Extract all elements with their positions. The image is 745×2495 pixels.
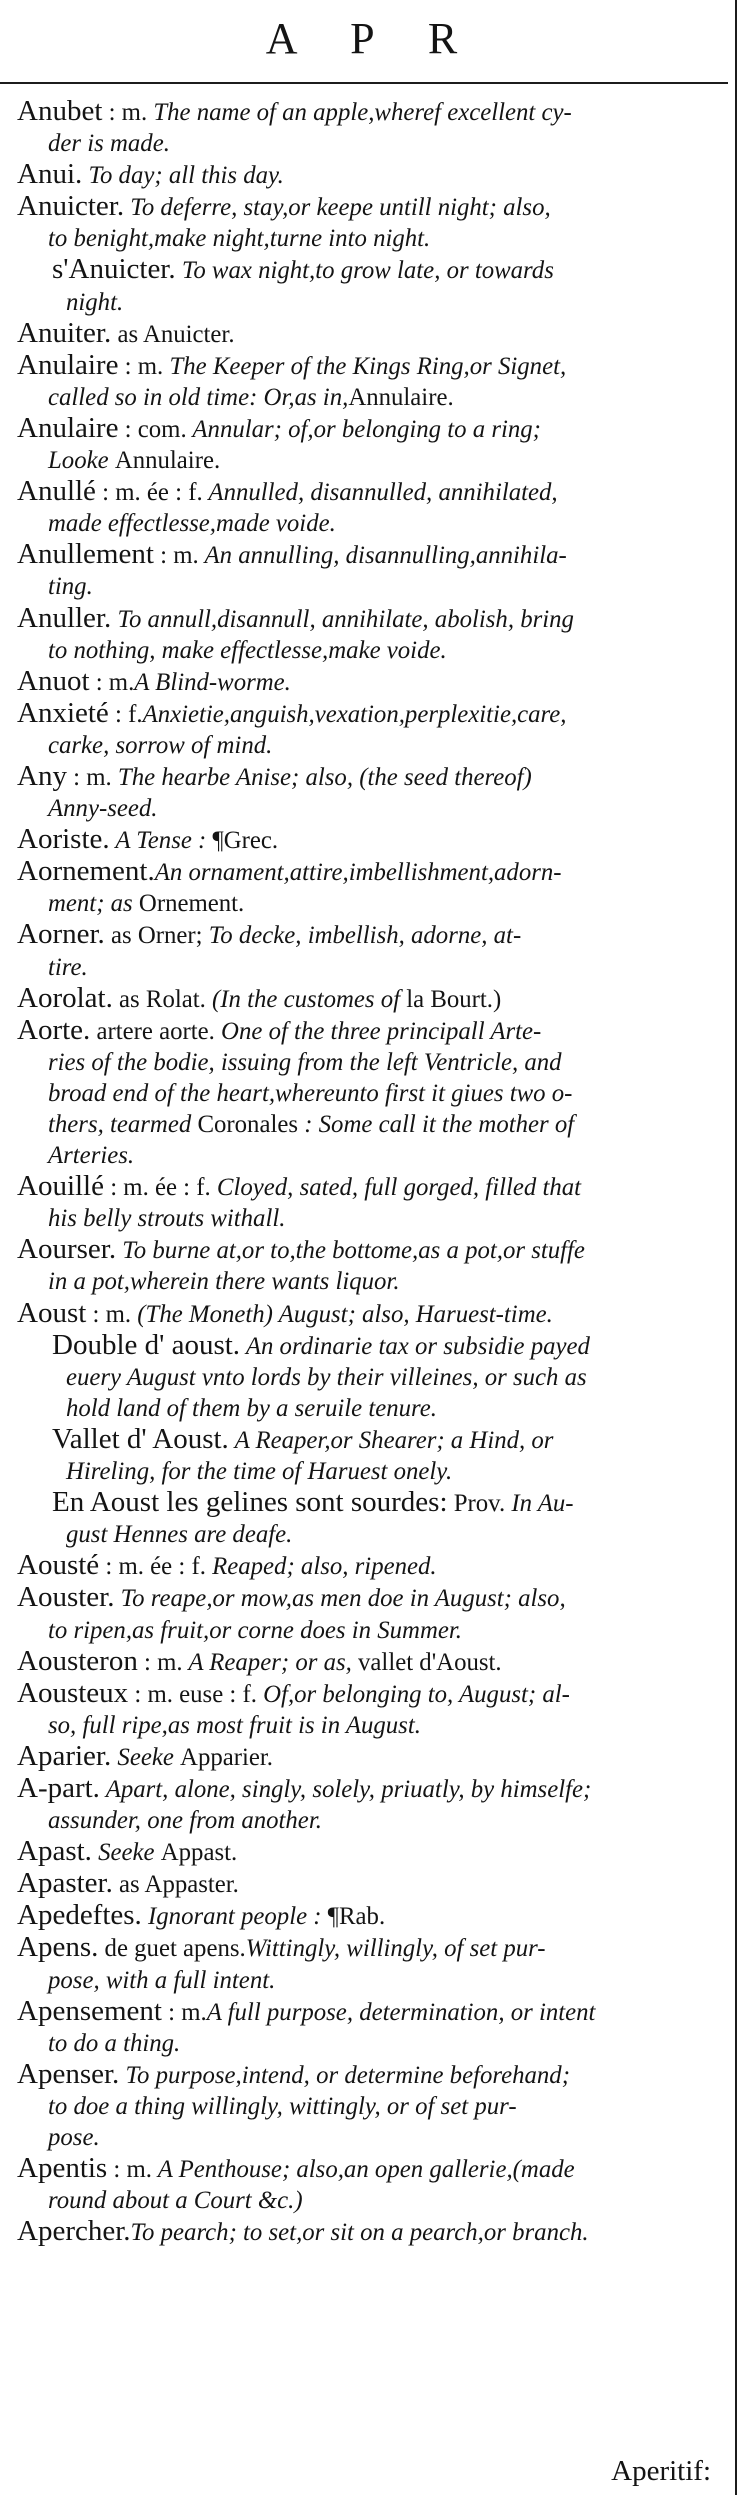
dictionary-entry <box>0 191 730 254</box>
entry-definition-line: Apart, alone, singly, solely, priuatly, by himselfe; <box>99 1775 592 1803</box>
dictionary-entry <box>0 1015 730 1171</box>
entry-headword: Anuiter. <box>17 316 112 349</box>
entry-definition-line: ries of the bodie, issuing from the left Ventricle, and <box>48 1048 562 1076</box>
entry-definition-line: broad end of the heart,whereunto first it giues two o- <box>48 1079 573 1107</box>
dictionary-entry <box>0 2216 730 2248</box>
dictionary-entry <box>0 539 730 602</box>
dictionary-entry <box>0 1171 730 1234</box>
dictionary-entry <box>0 1487 730 1550</box>
dictionary-entry <box>0 159 730 191</box>
entry-headword: A-part. <box>17 1771 100 1804</box>
entry-definition-line: Arteries. <box>48 1142 135 1170</box>
dictionary-entry <box>0 856 730 919</box>
entry-crossref: Annulaire. <box>114 447 221 475</box>
entry-crossref: Anuicter. <box>142 320 235 348</box>
entry-definition-line: Anxietie,anguish,vexation,perplexitie,care, <box>142 700 567 728</box>
dictionary-entry <box>0 983 730 1015</box>
entry-definition-line: der is made. <box>48 130 170 158</box>
entry-definition-line: A Tense : <box>109 827 213 855</box>
entry-headword: Vallet d' Aoust. <box>52 1422 229 1455</box>
entry-definition-line: ment; as <box>48 890 139 918</box>
entry-grammar: as <box>112 985 146 1013</box>
entry-grammar: as <box>111 320 143 348</box>
entry-headword: Aousté <box>17 1549 100 1582</box>
dictionary-entry <box>0 761 730 824</box>
entry-crossref: Rolat. <box>145 985 206 1013</box>
header-rule <box>0 82 728 84</box>
entry-headword: Anullement <box>17 538 154 571</box>
entry-headword: Aparier. <box>17 1739 112 1772</box>
entry-definition-line: An annulling, disannulling,annihila- <box>198 542 567 570</box>
dictionary-entry <box>0 96 730 159</box>
dictionary-entry <box>0 698 730 761</box>
entry-crossref: Apparier. <box>180 1743 273 1771</box>
entry-definition-line: A full purpose, determination, or intent <box>206 1998 596 2026</box>
entry-definition-line: carke, sorrow of mind. <box>48 731 273 759</box>
entry-headword: Aorte. <box>17 1013 91 1046</box>
entry-headword: s'Anuicter. <box>52 253 176 286</box>
entry-grammar: : m. <box>137 1648 183 1676</box>
entry-crossref: la Bourt.) <box>406 985 502 1013</box>
entry-definition-line: (The Moneth) August; also, Haruest-time. <box>131 1300 553 1328</box>
entry-headword: Anullé <box>17 475 96 508</box>
entry-definition-line: to do a thing. <box>48 2029 181 2057</box>
entry-definition-line: Seeke <box>111 1743 181 1771</box>
entry-headword: Aousteron <box>17 1644 138 1677</box>
entry-grammar: : m. ée : f. <box>95 479 203 507</box>
dictionary-entry <box>0 603 730 666</box>
entry-headword: Aorolat. <box>17 981 113 1014</box>
dictionary-entry <box>0 1996 730 2059</box>
entry-headword: Apenser. <box>17 2057 120 2090</box>
entry-headword: Apaster. <box>17 1867 113 1900</box>
entry-definition-line: Reaped; also, ripened. <box>205 1553 437 1581</box>
entry-crossref: Appaster. <box>144 1871 239 1899</box>
dictionary-entry <box>0 254 730 317</box>
entry-definition-line: night. <box>66 288 124 316</box>
entry-definition-line: Ignorant people : <box>141 1903 328 1931</box>
entry-definition-line: to doe a thing willingly, wittingly, or of set pur- <box>48 2092 517 2120</box>
entry-grammar: : com. <box>118 415 187 443</box>
entry-headword: Anuicter. <box>17 190 125 223</box>
entry-definition-line: Annular; of,or belonging to a ring; <box>186 415 541 443</box>
entry-definition-line: To annull,disannull, annihilate, abolish, bring <box>111 605 574 633</box>
entry-definition-line: To purpose,intend, or determine beforehand; <box>119 2061 570 2089</box>
entry-definition-line: euery August vnto lords by their villeines, or such as <box>66 1363 587 1391</box>
dictionary-entry <box>0 1330 730 1424</box>
entry-grammar: : m. <box>66 763 112 791</box>
entry-grammar: : m. euse : f. <box>128 1680 257 1708</box>
entry-definition-line: An ornament,attire,imbellishment,adorn- <box>154 859 562 887</box>
entry-definition-line: (In the customes of <box>205 985 407 1013</box>
entry-grammar: as <box>112 1871 145 1899</box>
entry-list <box>0 96 730 2248</box>
entry-definition-line: made effectlesse,made voide. <box>48 510 336 538</box>
entry-crossref: ¶Rab. <box>327 1903 386 1931</box>
entry-definition-line: A Reaper; or as, <box>182 1648 359 1676</box>
entry-headword: Aousteux <box>17 1676 129 1709</box>
catchword: Aperitif: <box>611 2455 711 2487</box>
dictionary-entry <box>0 1932 730 1995</box>
entry-definition-line: Hireling, for the time of Haruest onely. <box>66 1458 453 1486</box>
entry-headword: Aorner. <box>17 918 105 951</box>
entry-definition-line: to nothing, make effectlesse,make voide. <box>48 636 447 664</box>
entry-headword: Aoust <box>17 1296 87 1329</box>
entry-definition-line: The hearbe Anise; also, (the seed thereof) <box>111 763 532 791</box>
entry-definition-line: pose, with a full intent. <box>48 1966 276 1994</box>
dictionary-entry <box>0 1234 730 1297</box>
dictionary-entry <box>0 919 730 982</box>
entry-definition-line: Looke <box>48 447 115 475</box>
entry-grammar: de guet apens. <box>98 1935 246 1963</box>
entry-headword: En Aoust les gelines sont sourdes: <box>52 1486 448 1519</box>
dictionary-entry <box>0 1424 730 1487</box>
dictionary-entry <box>0 1298 730 1330</box>
entry-definition-line: to ripen,as fruit,or corne does in Summer. <box>48 1616 462 1644</box>
entry-definition-line: Annulled, disannulled, annihilated, <box>202 479 558 507</box>
entry-definition-line: gust Hennes are deafe. <box>66 1521 293 1549</box>
dictionary-entry <box>0 1773 730 1836</box>
entry-definition-line: pose. <box>48 2124 100 2151</box>
entry-headword: Anulaire <box>17 348 119 381</box>
entry-definition-line: so, full ripe,as most fruit is in August. <box>48 1711 421 1739</box>
entry-definition-line: To reape,or mow,as men doe in August; also, <box>114 1585 566 1613</box>
entry-headword: Double d' aoust. <box>52 1328 241 1361</box>
entry-definition-line: his belly strouts withall. <box>48 1205 286 1233</box>
entry-grammar: : m. <box>89 668 135 696</box>
page-header: A P R <box>265 14 480 63</box>
entry-crossref: Coronales <box>197 1111 298 1138</box>
entry-definition-line: The name of an apple,wheref excellent cy- <box>153 99 572 126</box>
entry-definition-line: to benight,make night,turne into night. <box>48 225 431 253</box>
entry-definition-line: A Blind-worme. <box>134 668 291 696</box>
entry-headword: Apercher. <box>17 2215 131 2248</box>
entry-definition-line: One of the three principall Arte- <box>214 1017 542 1045</box>
entry-crossref: Appast. <box>160 1839 238 1867</box>
dictionary-entry <box>0 318 730 350</box>
entry-definition-line: tire. <box>48 953 88 981</box>
dictionary-entry <box>0 1900 730 1932</box>
entry-definition-line: hold land of them by a seruile tenure. <box>66 1394 437 1422</box>
entry-definition-line: To wax night,to grow late, or towards <box>175 257 554 285</box>
entry-grammar: : m. <box>118 352 164 380</box>
entry-headword: Anuller. <box>17 601 112 634</box>
entry-definition-line: The Keeper of the Kings Ring,or Signet, <box>163 352 567 380</box>
entry-headword: Anulaire <box>17 411 119 444</box>
dictionary-entry <box>0 1741 730 1773</box>
entry-definition-line: in a pot,wherein there wants liquor. <box>48 1268 400 1296</box>
entry-definition-line: Cloyed, sated, full gorged, filled that <box>210 1174 582 1202</box>
dictionary-entry <box>0 1678 730 1741</box>
entry-definition-line: Anny-seed. <box>48 795 158 823</box>
entry-definition-line: To decke, imbellish, adorne, at- <box>202 922 522 950</box>
entry-definition-line: Wittingly, willingly, of set pur- <box>245 1935 546 1963</box>
entry-headword: Apedeftes. <box>17 1899 142 1932</box>
dictionary-entry <box>0 824 730 856</box>
entry-crossref: ¶Grec. <box>212 827 279 855</box>
entry-definition-line: assunder, one from another. <box>48 1807 322 1835</box>
entry-headword: Aouillé <box>17 1170 104 1203</box>
entry-headword: Apentis <box>17 2152 108 2185</box>
dictionary-entry <box>0 1646 730 1678</box>
entry-grammar: : m. ée : f. <box>99 1553 206 1581</box>
column-rule <box>735 0 737 2495</box>
dictionary-entry <box>0 350 730 413</box>
entry-grammar: : m. <box>161 1998 207 2026</box>
dictionary-entry <box>0 1582 730 1645</box>
entry-headword: Apensement <box>17 1994 162 2027</box>
entry-definition-line: To pearch; to set,or sit on a pearch,or branch. <box>130 2219 589 2247</box>
entry-grammar: : m. <box>153 542 199 570</box>
entry-headword: Anxieté <box>17 696 109 729</box>
entry-definition-line: Of,or belonging to, August; al- <box>256 1680 570 1708</box>
entry-definition-line: : Some call it the mother of <box>298 1111 575 1138</box>
dictionary-entry <box>0 2059 730 2153</box>
entry-definition-line: A Reaper,or Shearer; a Hind, or <box>228 1426 554 1454</box>
entry-definition-line: In Au- <box>505 1490 574 1518</box>
entry-crossref: Ornement. <box>138 890 245 918</box>
dictionary-entry <box>0 1550 730 1582</box>
dictionary-entry <box>0 2153 730 2216</box>
entry-definition-line: called so in old time: Or,as in, <box>48 383 349 411</box>
dictionary-entry <box>0 666 730 698</box>
entry-grammar: : m. ée : f. <box>104 1174 211 1202</box>
entry-crossref: vallet d'Aoust. <box>358 1648 502 1676</box>
entry-headword: Anuot <box>17 664 90 697</box>
entry-grammar: : m. <box>107 2156 152 2184</box>
entry-definition-line: To burne at,or to,the bottome,as a pot,or stuffe <box>116 1237 585 1265</box>
entry-definition-line: An ordinarie tax or subsidie payed <box>240 1332 590 1360</box>
dictionary-entry <box>0 476 730 539</box>
entry-grammar: : f. <box>108 700 143 728</box>
entry-headword: Apens. <box>17 1931 99 1964</box>
entry-headword: Aouster. <box>17 1581 115 1614</box>
entry-headword: Aoriste. <box>17 823 110 856</box>
entry-definition-line: A Penthouse; also,an open gallerie,(made <box>152 2156 575 2184</box>
entry-definition-line: ting. <box>48 573 93 601</box>
dictionary-entry <box>0 1836 730 1868</box>
entry-definition-line: To day; all this day. <box>82 162 284 190</box>
entry-grammar: Prov. <box>447 1490 506 1518</box>
entry-grammar: : m. <box>86 1300 132 1328</box>
entry-crossref: Orner; <box>137 922 203 950</box>
entry-headword: Anui. <box>17 158 83 191</box>
entry-grammar: : m. <box>102 99 154 126</box>
dictionary-entry <box>0 1868 730 1900</box>
entry-definition-line: round about a Court &c.) <box>48 2187 303 2215</box>
entry-definition-line: Seeke <box>91 1839 161 1867</box>
entry-headword: Aourser. <box>17 1233 117 1266</box>
entry-headword: Any <box>17 759 67 792</box>
entry-grammar: artere aorte. <box>90 1017 215 1045</box>
dictionary-entry <box>0 413 730 476</box>
entry-definition-line: thers, tearmed <box>48 1111 198 1138</box>
entry-grammar: as <box>104 922 138 950</box>
entry-definition-line: To deferre, stay,or keepe untill night; also, <box>124 194 551 222</box>
entry-headword: Aornement. <box>17 855 155 888</box>
entry-headword: Apast. <box>17 1835 92 1868</box>
entry-crossref: Annulaire. <box>348 383 454 411</box>
entry-headword: Anubet <box>17 95 103 127</box>
